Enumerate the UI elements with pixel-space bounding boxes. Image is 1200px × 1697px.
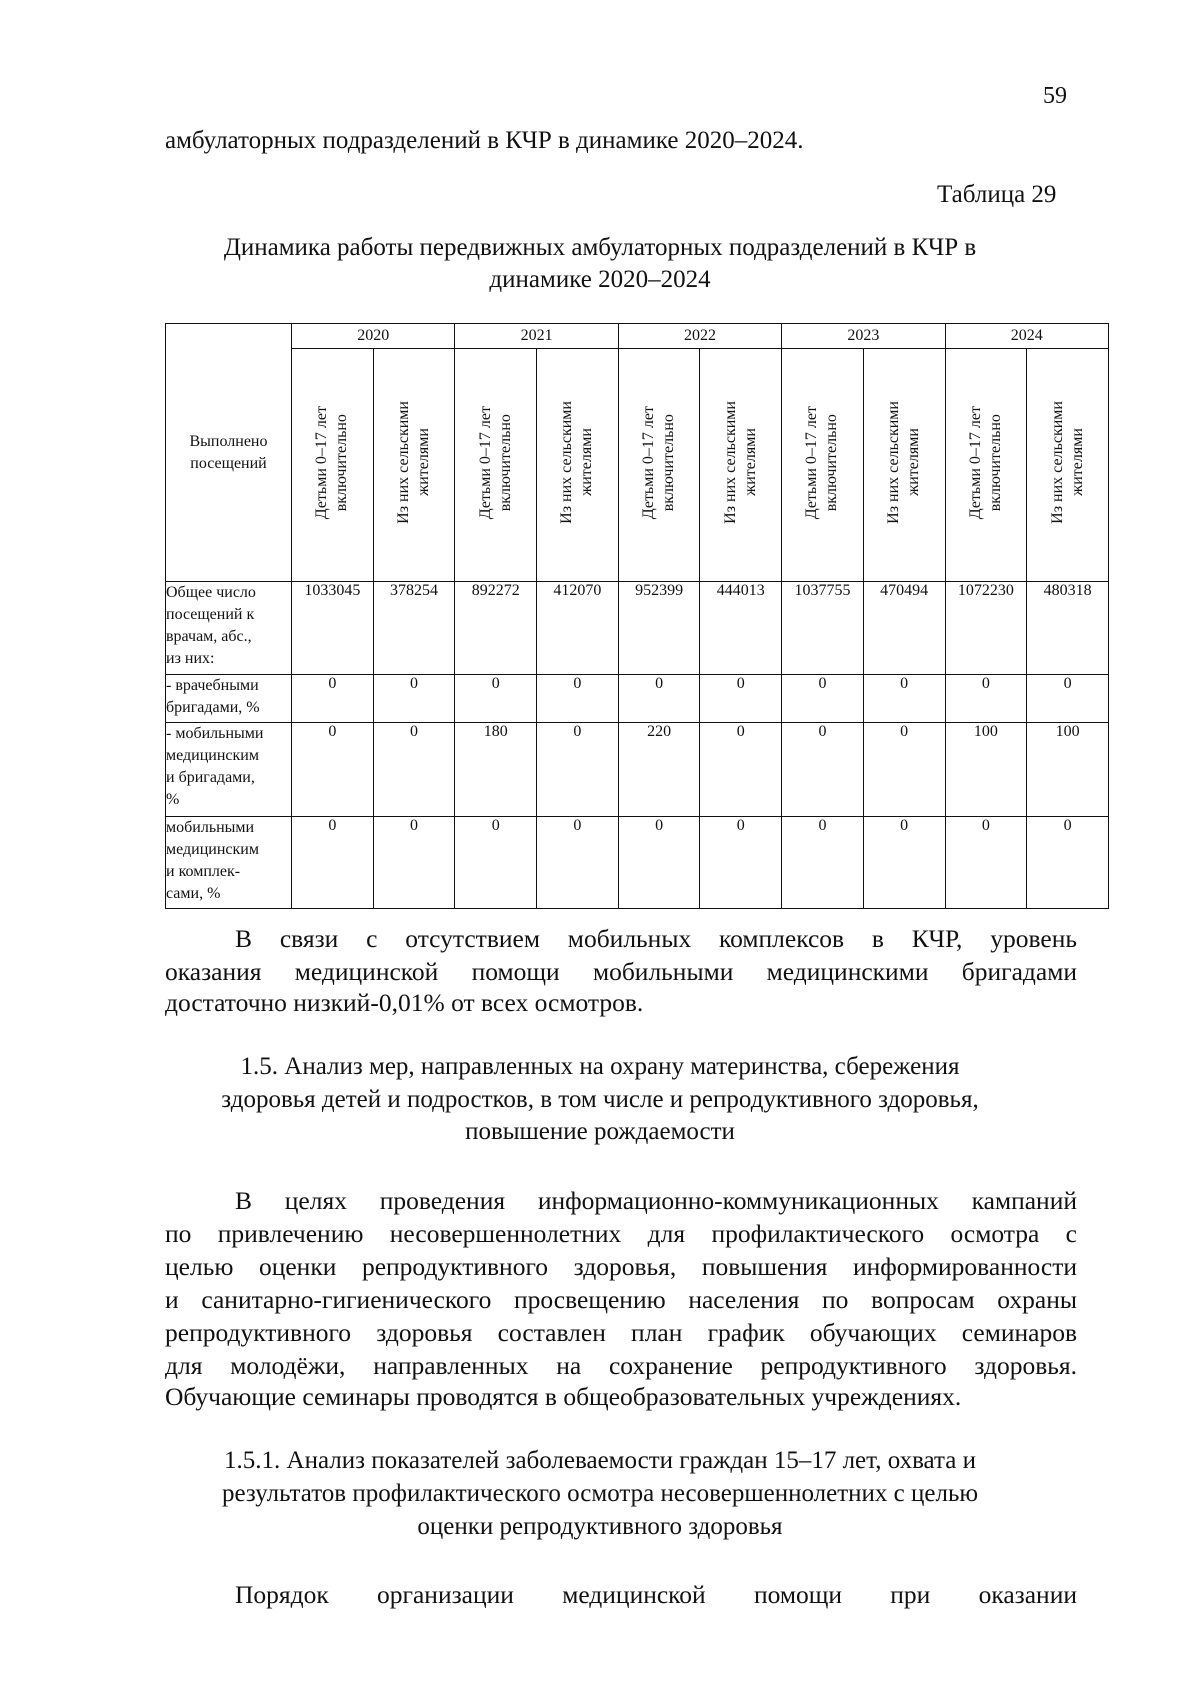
heading-line: результатов профилактического осмотра несовершеннолетних с целью bbox=[221, 1480, 979, 1507]
paragraph-line: целью оценки репродуктивного здоровья, повышения информированности bbox=[165, 1252, 1077, 1281]
subheader-row bbox=[166, 349, 1109, 582]
table-cell: 0 bbox=[373, 817, 455, 909]
table-title-line: Динамика работы передвижных амбулаторных подразделений в КЧР в bbox=[223, 234, 977, 261]
table-cell: 0 bbox=[1027, 675, 1109, 723]
paragraph-line: по привлечению несовершеннолетних для профилактического осмотра с bbox=[165, 1219, 1077, 1248]
children-header: Детьми 0–17 лет включительно bbox=[455, 349, 537, 582]
table-cell: 0 bbox=[292, 675, 374, 723]
rural-header: Из них сельскими жителями bbox=[700, 349, 782, 582]
table-cell: 0 bbox=[700, 817, 782, 909]
table-cell: 0 bbox=[945, 817, 1027, 909]
table-cell: 100 bbox=[1027, 723, 1109, 817]
row-label: - врачебными бригадами, % bbox=[166, 675, 292, 723]
table-row bbox=[166, 723, 1109, 817]
table-cell: 1072230 bbox=[945, 582, 1027, 675]
table-cell: 180 bbox=[455, 723, 537, 817]
intro-line: амбулаторных подразделений в КЧР в динамике 2020–2024. bbox=[165, 127, 804, 154]
table-cell: 1033045 bbox=[292, 582, 374, 675]
table-cell: 0 bbox=[292, 723, 374, 817]
table-cell: 100 bbox=[945, 723, 1027, 817]
table-cell: 952399 bbox=[618, 582, 700, 675]
year-2023-header: 2023 bbox=[782, 324, 945, 349]
visits-table bbox=[165, 323, 1109, 909]
table-cell: 1037755 bbox=[782, 582, 864, 675]
row-header-line: Выполнено bbox=[189, 432, 268, 450]
children-header: Детьми 0–17 лет включительно bbox=[945, 349, 1027, 582]
row-label: мобильными медицинским и комплек- сами, % bbox=[166, 817, 292, 909]
paragraph-line: оказания медицинской помощи мобильными медицинскими бригадами bbox=[165, 957, 1077, 986]
table-cell: 480318 bbox=[1027, 582, 1109, 675]
table-cell: 0 bbox=[945, 675, 1027, 723]
table-cell: 0 bbox=[782, 817, 864, 909]
table-cell: 0 bbox=[1027, 817, 1109, 909]
table-title-line: динамике 2020–2024 bbox=[489, 266, 711, 293]
paragraph-line: В связи с отсутствием мобильных комплексов в КЧР, уровень bbox=[235, 924, 1077, 953]
row-header-line: посещений bbox=[190, 454, 267, 472]
table-cell: 412070 bbox=[537, 582, 619, 675]
table-cell: 0 bbox=[782, 723, 864, 817]
table-cell: 0 bbox=[618, 675, 700, 723]
table-row bbox=[166, 675, 1109, 723]
table-cell: 0 bbox=[700, 723, 782, 817]
row-label: - мобильными медицинским и бригадами, % bbox=[166, 723, 292, 817]
table-cell: 0 bbox=[782, 675, 864, 723]
year-2022-header: 2022 bbox=[618, 324, 781, 349]
year-header-row bbox=[166, 324, 1109, 349]
paragraph-line: репродуктивного здоровья составлен план график обучающих семинаров bbox=[165, 1318, 1077, 1347]
year-2024-header: 2024 bbox=[945, 324, 1109, 349]
year-2021-header: 2021 bbox=[455, 324, 618, 349]
table-cell: 0 bbox=[863, 675, 945, 723]
page-number: 59 bbox=[1043, 83, 1067, 109]
heading-line: 1.5. Анализ мер, направленных на охрану материнства, сбережения bbox=[240, 1053, 960, 1080]
table-cell: 0 bbox=[537, 817, 619, 909]
rural-header: Из них сельскими жителями bbox=[537, 349, 619, 582]
table-cell: 892272 bbox=[455, 582, 537, 675]
table-cell: 0 bbox=[292, 817, 374, 909]
table-cell: 0 bbox=[455, 675, 537, 723]
rural-header: Из них сельскими жителями bbox=[373, 349, 455, 582]
year-2020-header: 2020 bbox=[292, 324, 455, 349]
paragraph-line: для молодёжи, направленных на сохранение репродуктивного здоровья. bbox=[165, 1351, 1077, 1380]
children-header: Детьми 0–17 лет включительно bbox=[292, 349, 374, 582]
table-cell: 378254 bbox=[373, 582, 455, 675]
paragraph-line: и санитарно-гигиенического просвещению населения по вопросам охраны bbox=[165, 1285, 1077, 1314]
heading-line: здоровья детей и подростков, в том числе и репродуктивного здоровья, bbox=[221, 1086, 979, 1113]
table-cell: 0 bbox=[700, 675, 782, 723]
row-label: Общее число посещений к врачам, абс., из них: bbox=[166, 582, 292, 675]
table-cell: 0 bbox=[373, 723, 455, 817]
row-header-cell bbox=[166, 324, 292, 582]
heading-line: 1.5.1. Анализ показателей заболеваемости граждан 15–17 лет, охвата и bbox=[224, 1447, 976, 1474]
paragraph-line: Обучающие семинары проводятся в общеобразовательных учреждениях. bbox=[165, 1382, 962, 1411]
table-cell: 0 bbox=[863, 723, 945, 817]
table-cell: 0 bbox=[373, 675, 455, 723]
heading-line: повышение рождаемости bbox=[465, 1118, 735, 1145]
table-cell: 0 bbox=[863, 817, 945, 909]
table-cell: 220 bbox=[618, 723, 700, 817]
table-cell: 0 bbox=[537, 723, 619, 817]
children-header: Детьми 0–17 лет включительно bbox=[618, 349, 700, 582]
rural-header: Из них сельскими жителями bbox=[1027, 349, 1109, 582]
table-cell: 0 bbox=[618, 817, 700, 909]
paragraph-line: В целях проведения информационно-коммуникационных кампаний bbox=[235, 1186, 1077, 1215]
paragraph-order: Порядок организации медицинской помощи при оказании bbox=[235, 1580, 1077, 1609]
table-row bbox=[166, 817, 1109, 909]
table-row bbox=[166, 582, 1109, 675]
paragraph-line: достаточно низкий-0,01% от всех осмотров. bbox=[165, 988, 644, 1017]
table-label: Таблица 29 bbox=[937, 181, 1057, 208]
table-cell: 0 bbox=[455, 817, 537, 909]
heading-line: оценки репродуктивного здоровья bbox=[417, 1513, 783, 1540]
table-cell: 444013 bbox=[700, 582, 782, 675]
children-header: Детьми 0–17 лет включительно bbox=[782, 349, 864, 582]
table-cell: 0 bbox=[537, 675, 619, 723]
rural-header: Из них сельскими жителями bbox=[863, 349, 945, 582]
table-cell: 470494 bbox=[863, 582, 945, 675]
